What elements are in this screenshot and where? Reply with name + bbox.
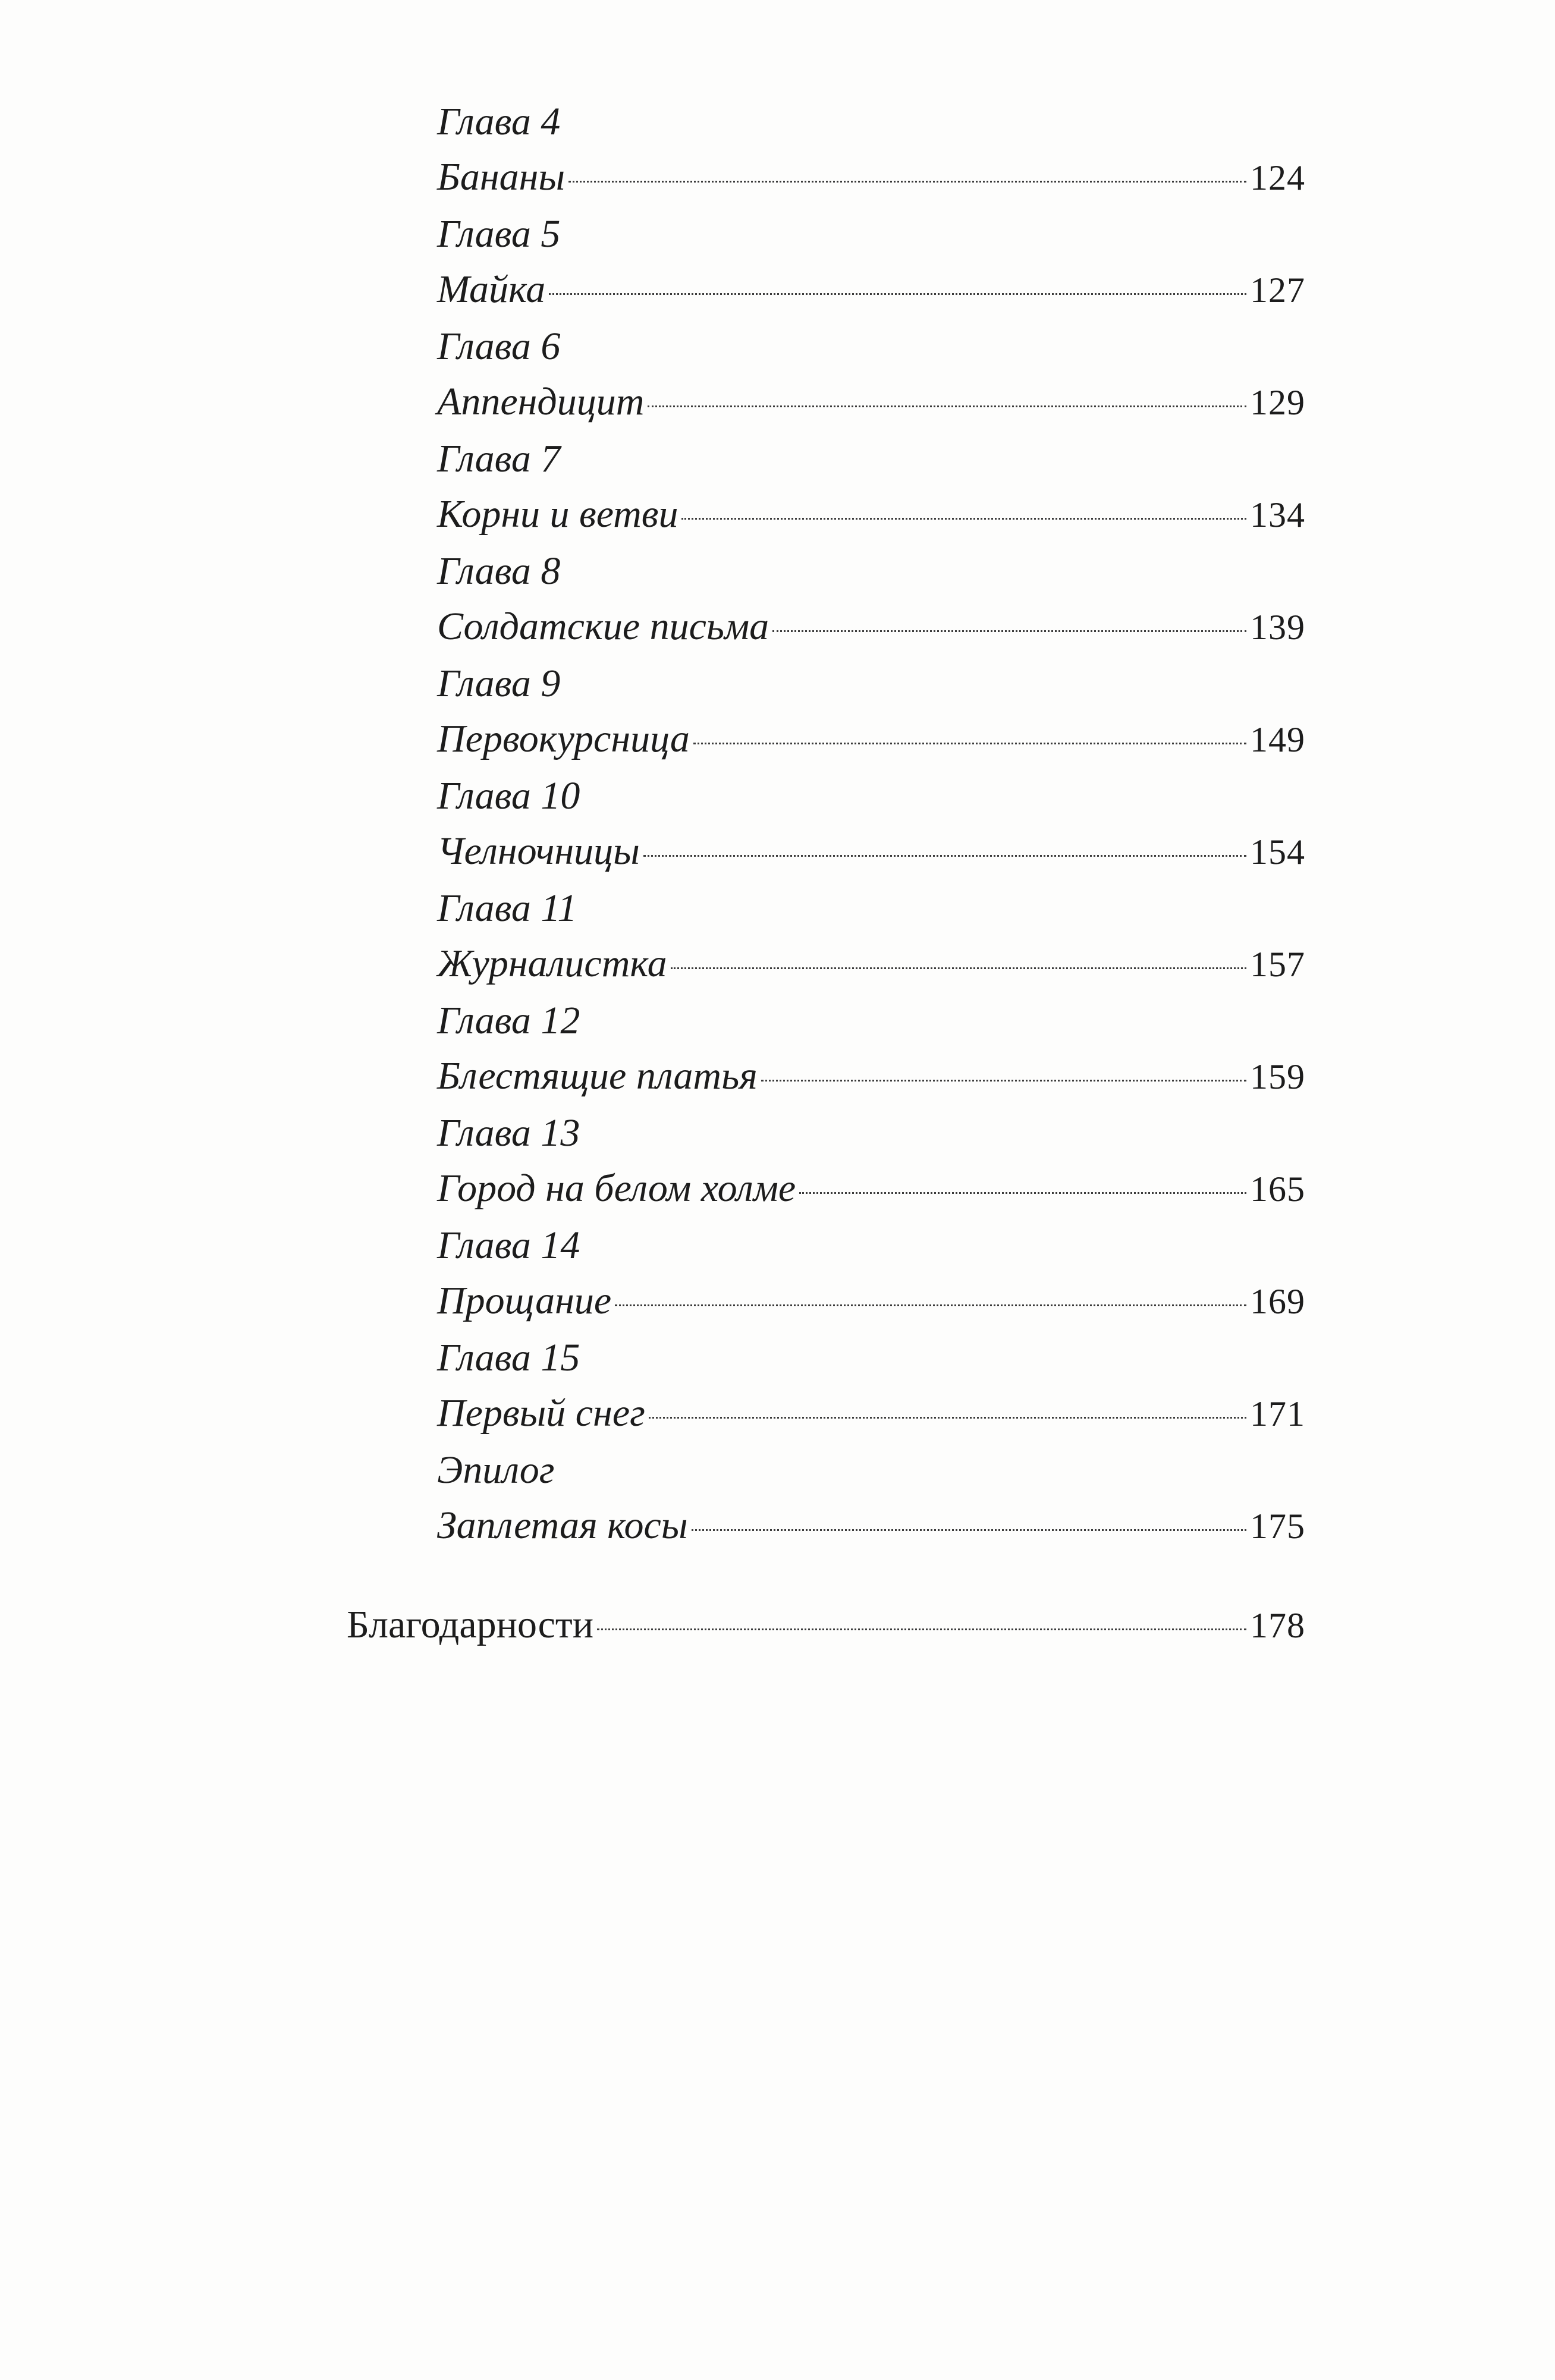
page-number: 129 [1250,383,1305,422]
chapter-label: Глава 15 [437,1336,580,1379]
toc-entry[interactable] [437,1502,1305,1549]
chapter-label: Глава 14 [437,1224,580,1267]
page-number: 134 [1250,495,1305,535]
page-number: 171 [1250,1394,1305,1433]
chapter-title: Блестящие платья [437,1054,758,1098]
chapter-label: Глава 9 [437,662,561,705]
toc-entry[interactable] [437,1389,1305,1437]
chapter-title: Бананы [437,155,566,199]
dot-leader [615,1304,1246,1306]
back-matter-title: Благодарности [347,1603,594,1646]
page-number: 149 [1250,720,1305,759]
toc-entry[interactable] [437,603,1305,650]
dot-leader [649,1417,1246,1419]
chapter-label: Эпилог [437,1448,555,1492]
toc-entry[interactable] [437,378,1305,426]
chapter-label: Глава 5 [437,212,561,256]
page-number: 127 [1250,271,1305,310]
chapter-title: Корни и ветви [437,492,678,536]
chapter-title: Город на белом холме [437,1167,796,1210]
chapter-label: Глава 12 [437,999,580,1042]
page-number: 169 [1250,1282,1305,1321]
dot-leader [549,293,1246,295]
page-number: 154 [1250,832,1305,872]
toc-entry[interactable] [437,940,1305,988]
dot-leader [648,405,1246,407]
chapter-label: Глава 11 [437,886,577,930]
chapter-label: Глава 13 [437,1111,580,1155]
page-number: 165 [1250,1169,1305,1209]
page-number: 175 [1250,1507,1305,1546]
dot-leader [692,1529,1246,1531]
toc-entry-acknowledgements[interactable] [347,1601,1305,1649]
toc-entry[interactable] [437,828,1305,875]
dot-leader [568,181,1246,183]
toc-entry[interactable] [437,1052,1305,1100]
chapter-label: Глава 6 [437,325,561,368]
chapter-title: Заплетая косы [437,1504,688,1547]
chapter-label: Глава 8 [437,549,561,593]
chapter-title: Челночницы [437,829,640,873]
chapter-title: Майка [437,268,546,311]
chapter-title: Аппендицит [437,380,645,423]
toc-entry[interactable] [437,266,1305,313]
page-number: 157 [1250,945,1305,984]
page-number: 139 [1250,608,1305,647]
dot-leader [681,518,1246,520]
toc-entry[interactable] [437,153,1305,201]
dot-leader [671,967,1246,969]
dot-leader [761,1080,1246,1081]
chapter-label: Глава 4 [437,100,561,143]
chapter-title: Солдатские письма [437,605,769,648]
chapter-title: Прощание [437,1279,612,1322]
page-number: 124 [1250,158,1305,197]
chapter-title: Журналистка [437,942,667,985]
dot-leader [693,743,1246,744]
toc-entry[interactable] [437,1165,1305,1212]
chapter-label: Глава 7 [437,437,561,480]
dot-leader [643,855,1246,857]
dot-leader [772,630,1246,632]
toc-entry[interactable] [437,1277,1305,1325]
chapter-title: Первокурсница [437,717,690,760]
toc-entry[interactable] [437,491,1305,538]
dot-leader [799,1192,1246,1194]
dot-leader [597,1628,1246,1630]
chapter-title: Первый снег [437,1391,645,1435]
chapter-label: Глава 10 [437,774,580,818]
page-number: 159 [1250,1057,1305,1096]
page-number: 178 [1250,1606,1305,1645]
toc-entry[interactable] [437,715,1305,763]
